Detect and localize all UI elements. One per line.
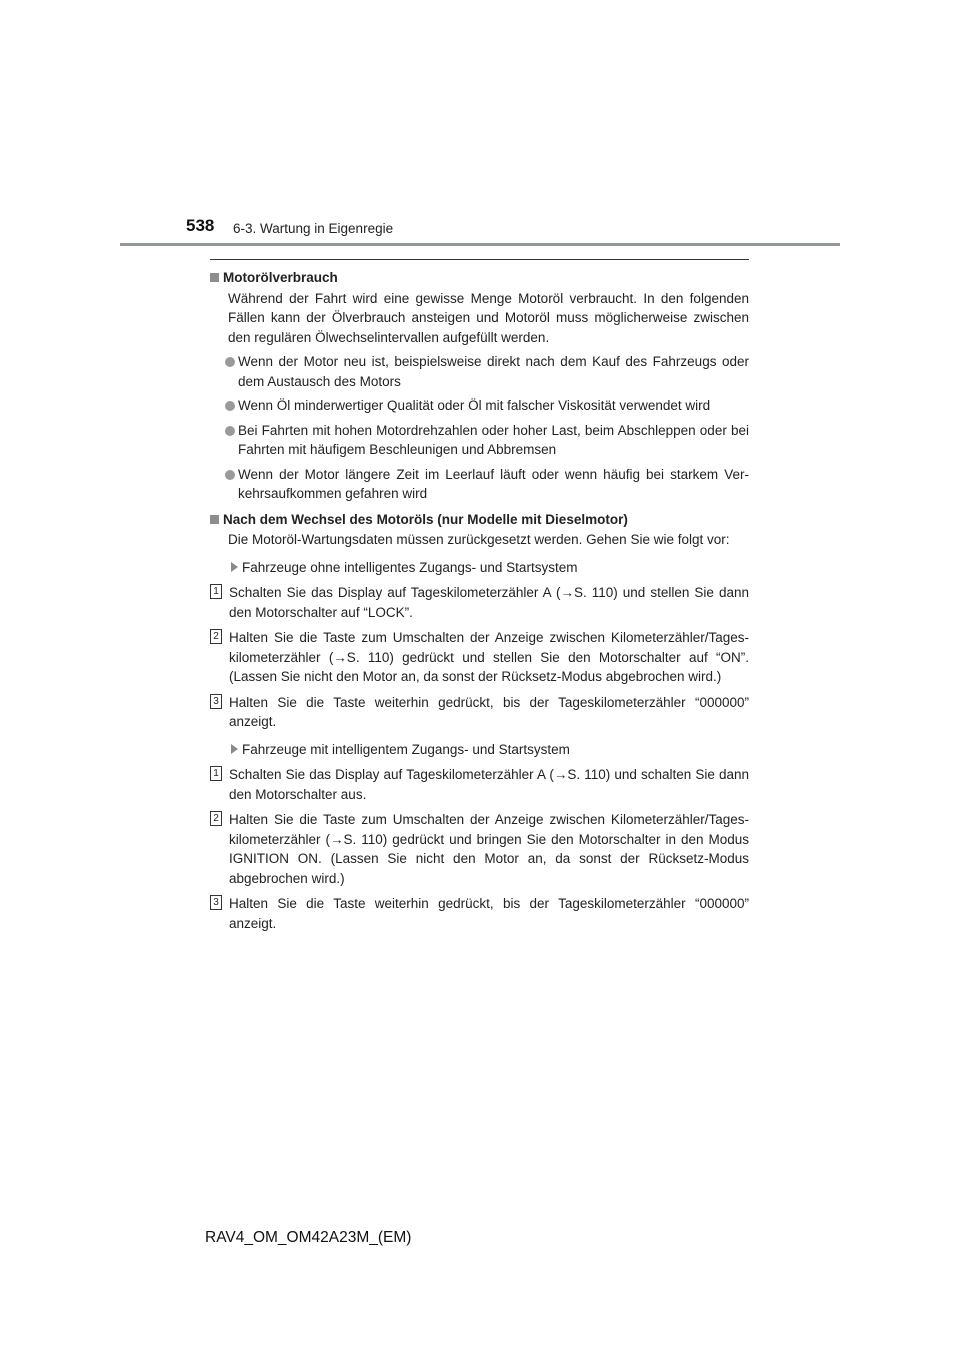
- triangle-right-icon: [231, 744, 238, 754]
- square-bullet-icon: [210, 515, 219, 524]
- list-item: [225, 352, 749, 391]
- header-rule: [120, 243, 840, 246]
- list-item: [225, 421, 749, 460]
- square-bullet-icon: [210, 273, 219, 282]
- step-text: Halten Sie die Taste zum Umschalten der Anzeige zwischen Kilometerzähler/Tageskilometerzähler (→S. 110) gedrückt und bringen Sie den Motorschalter in den Modus IGNITION ON. (Lassen Sie nicht den Motor an, da sonst der Rücksetz-Modus abgebrochen wird.): [229, 812, 749, 886]
- step-item: [210, 583, 749, 622]
- page-number: 538: [186, 216, 215, 235]
- circle-bullet-icon: [225, 357, 235, 367]
- circle-bullet-icon: [225, 426, 235, 436]
- group-title-text: Fahrzeuge ohne intelligentes Zugangs- und Startsystem: [242, 559, 578, 575]
- section-heading-oil-change: [210, 510, 749, 530]
- section-paragraph: Während der Fahrt wird eine gewisse Menge Motoröl verbraucht. In den folgenden Fällen kann der Ölverbrauch ansteigen und Motoröl muss möglicherweise zwischen den regulären Ölwechselintervallen aufgefüllt werden.: [228, 290, 749, 345]
- footer-doc-code: RAV4_OM_OM42A23M_(EM): [205, 1229, 412, 1246]
- step-number-badge: 1: [210, 766, 222, 781]
- step-item: [210, 765, 749, 804]
- content: [210, 268, 749, 933]
- step-text: Halten Sie die Taste zum Umschalten der Anzeige zwischen Kilometerzähler/Tageskilometerzähler (→S. 110) gedrückt und stellen Sie den Motorschalter auf “ON”. (Lassen Sie nicht den Motor an, da sonst der Rücksetz-Modus abgebrochen wird.): [229, 630, 749, 684]
- step-number-badge: 3: [210, 694, 222, 709]
- list-item-text: Wenn der Motor neu ist, beispielsweise direkt nach dem Kauf des Fahrzeugs oder dem Austausch des Motors: [238, 354, 749, 389]
- section-title: 6-3. Wartung in Eigenregie: [233, 221, 394, 236]
- step-text: Schalten Sie das Display auf Tageskilometerzähler A (→S. 110) und schalten Sie dann den Motorschalter aus.: [229, 767, 749, 802]
- step-text: Schalten Sie das Display auf Tageskilometerzähler A (→S. 110) und stellen Sie dann den Motorschalter auf “LOCK”.: [229, 585, 749, 620]
- list-item: [225, 465, 749, 504]
- heading-text: Motorölverbrauch: [223, 270, 338, 285]
- step-item: [210, 894, 749, 933]
- step-item: [210, 628, 749, 687]
- list-item: [225, 396, 749, 416]
- step-number-badge: 1: [210, 584, 222, 599]
- step-number-badge: 3: [210, 895, 222, 910]
- heading-text: Nach dem Wechsel des Motoröls (nur Modelle mit Dieselmotor): [223, 511, 628, 527]
- section-heading-oil-consumption: [210, 268, 749, 288]
- list-item-text: Wenn Öl minderwertiger Qualität oder Öl mit falscher Viskosität verwendet wird: [238, 398, 711, 413]
- group-title-text: Fahrzeuge mit intelligentem Zugangs- und Startsystem: [242, 741, 570, 757]
- step-number-badge: 2: [210, 811, 222, 826]
- triangle-right-icon: [231, 562, 238, 572]
- group-title: [228, 558, 749, 578]
- content-rule: [210, 259, 749, 260]
- list-item-text: Bei Fahrten mit hohen Motordrehzahlen oder hoher Last, beim Abschleppen oder bei Fahrten mit häufigem Beschleunigen und Abbremsen: [238, 422, 749, 457]
- list-item-text: Wenn der Motor längere Zeit im Leerlauf läuft oder wenn häufig bei starkem Verkehrsaufkommen gefahren wird: [238, 466, 749, 501]
- step-item: [210, 810, 749, 888]
- step-item: [210, 693, 749, 732]
- step-text: Halten Sie die Taste weiterhin gedrückt, bis der Tageskilometerzähler “000000” anzeigt.: [229, 896, 749, 931]
- circle-bullet-icon: [225, 401, 235, 411]
- group-title: [228, 740, 749, 760]
- step-number-badge: 2: [210, 629, 222, 644]
- step-text: Halten Sie die Taste weiterhin gedrückt, bis der Tageskilometerzähler “000000” anzeigt.: [229, 694, 749, 729]
- section-paragraph: Die Motoröl-Wartungsdaten müssen zurückgesetzt werden. Gehen Sie wie folgt vor:: [228, 532, 730, 547]
- circle-bullet-icon: [225, 470, 235, 480]
